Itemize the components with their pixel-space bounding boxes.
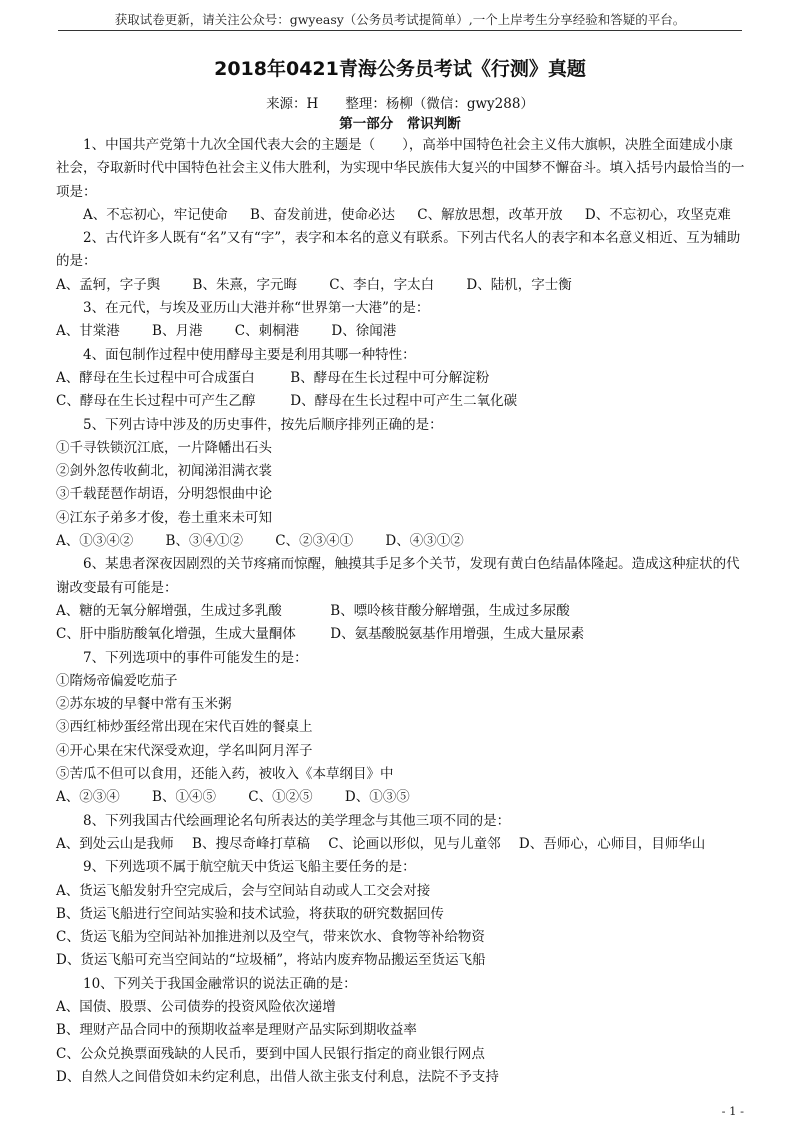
options-row bbox=[56, 786, 746, 809]
question-stem: 2、古代许多人既有“名”又有“字”，表字和本名的意义有联系。下列古代名人的表字和本名意义相近、互为辅助的是： bbox=[56, 230, 741, 270]
option-c: C、酵母在生长过程中可产生乙醇 bbox=[56, 393, 256, 410]
option-b: B、理财产品合同中的预期收益率是理财产品实际到期收益率 bbox=[56, 1022, 417, 1039]
option-b: B、奋发前进，使命必达 bbox=[250, 206, 395, 223]
option-a: A、孟轲，字子舆 bbox=[56, 276, 161, 293]
question-stem: 4、面包制作过程中使用酵母主要是利用其哪一种特性： bbox=[83, 346, 416, 363]
question-7 bbox=[56, 647, 746, 810]
option-a: A、国债、股票、公司债券的投资风险依次递增 bbox=[56, 998, 336, 1015]
option-d: D、不忘初心，攻坚克难 bbox=[584, 206, 731, 223]
option-a: A、甘棠港 bbox=[56, 323, 120, 340]
option-a: A、不忘初心，牢记使命 bbox=[83, 206, 228, 223]
section-title: 第一部分 常识判断 bbox=[339, 116, 461, 132]
option-c: C、刺桐港 bbox=[234, 323, 300, 340]
option-d: D、①③⑤ bbox=[344, 789, 410, 806]
question-4 bbox=[56, 344, 746, 414]
question-9 bbox=[56, 856, 746, 972]
poem-line: ④江东子弟多才俊，卷土重来未可知 bbox=[56, 509, 272, 526]
question-3 bbox=[56, 297, 746, 344]
options-row bbox=[56, 390, 746, 413]
option-d: D、徐闻港 bbox=[331, 323, 397, 340]
options-row bbox=[56, 833, 746, 856]
option-c: C、李白，字太白 bbox=[329, 276, 435, 293]
option-b: B、货运飞船进行空间站实验和技术试验，将获取的研究数据回传 bbox=[56, 905, 444, 922]
statement-line: ⑤苦瓜不但可以食用，还能入药，被收入《本草纲目》中 bbox=[56, 766, 394, 783]
question-stem: 9、下列选项不属于航空航天中货运飞船主要任务的是： bbox=[83, 859, 416, 876]
option-d: D、氨基酸脱氨基作用增强，生成大量尿素 bbox=[330, 626, 585, 643]
poem-line: ①千寻铁锁沉江底，一片降幡出石头 bbox=[56, 439, 272, 456]
question-stem: 1、中国共产党第十九次全国代表大会的主题是（ ），高举中国特色社会主义伟大旗帜，决胜全面建成小康社会，夺取新时代中国特色社会主义伟大胜利，为实现中华民族伟大复兴的中国梦不懈奋斗。填入括号内最恰当的一项是： bbox=[56, 137, 745, 200]
statement-line: ③西红柿炒蛋经常出现在宋代百姓的餐桌上 bbox=[56, 719, 313, 736]
options-row bbox=[56, 204, 746, 227]
question-6 bbox=[56, 553, 746, 646]
options-row bbox=[56, 320, 746, 343]
option-c: C、论画以形似，见与儿童邻 bbox=[328, 835, 501, 852]
option-a: A、货运飞船发射升空完成后，会与空间站自动或人工交会对接 bbox=[56, 882, 431, 899]
option-b: B、嘌呤核苷酸分解增强，生成过多尿酸 bbox=[330, 602, 570, 619]
option-c: C、解放思想，改革开放 bbox=[417, 206, 563, 223]
option-d: D、货运飞船可充当空间站的“垃圾桶”，将站内废弃物品搬运至货运飞船 bbox=[56, 952, 486, 969]
question-stem: 8、下列我国古代绘画理论名句所表达的美学理念与其他三项不同的是： bbox=[83, 812, 511, 829]
question-1 bbox=[56, 134, 746, 227]
statement-line: ①隋炀帝偏爱吃茄子 bbox=[56, 672, 178, 689]
poem-line: ②剑外忽传收蓟北，初闻涕泪满衣裳 bbox=[56, 463, 272, 480]
question-stem: 10、下列关于我国金融常识的说法正确的是： bbox=[83, 975, 357, 992]
option-b: B、朱熹，字元晦 bbox=[192, 276, 297, 293]
question-2 bbox=[56, 227, 746, 297]
option-a: A、①③④② bbox=[56, 533, 134, 550]
question-stem: 5、下列古诗中涉及的历史事件，按先后顺序排列正确的是： bbox=[83, 416, 443, 433]
option-d: D、酵母在生长过程中可产生二氧化碳 bbox=[290, 393, 518, 410]
options-row bbox=[56, 274, 746, 297]
source-line: 来源：H 整理：杨柳（微信：gwy288） bbox=[266, 96, 534, 112]
option-c: C、公众兑换票面残缺的人民币，要到中国人民银行指定的商业银行网点 bbox=[56, 1045, 485, 1062]
statement-line: ④开心果在宋代深受欢迎，学名叫阿月浑子 bbox=[56, 742, 313, 759]
option-b: B、搜尽奇峰打草稿 bbox=[192, 835, 310, 852]
questions-body bbox=[56, 134, 746, 1089]
option-a: A、糖的无氧分解增强，生成过多乳酸 bbox=[56, 602, 282, 619]
option-d: D、自然人之间借贷如未约定利息，出借人欲主张支付利息，法院不予支持 bbox=[56, 1068, 499, 1085]
options-row bbox=[56, 600, 746, 623]
question-10 bbox=[56, 973, 746, 1089]
option-d: D、吾师心，心师目，目师华山 bbox=[518, 835, 706, 852]
question-stem: 7、下列选项中的事件可能发生的是： bbox=[83, 649, 308, 666]
document-title: 2018年0421青海公务员考试《行测》真题 bbox=[214, 58, 586, 80]
header-divider bbox=[58, 30, 742, 31]
option-a: A、到处云山是我师 bbox=[56, 835, 174, 852]
question-stem: 3、在元代，与埃及亚历山大港并称“世界第一大港”的是： bbox=[83, 300, 430, 317]
option-c: C、肝中脂肪酸氧化增强，生成大量酮体 bbox=[56, 626, 296, 643]
option-b: B、③④①② bbox=[165, 533, 243, 550]
option-b: B、月港 bbox=[152, 323, 203, 340]
page-number: - 1 - bbox=[721, 1104, 744, 1118]
question-stem: 6、某患者深夜因剧烈的关节疼痛而惊醒，触摸其手足多个关节，发现有黄白色结晶体隆起。造成这种症状的代谢改变最有可能是： bbox=[56, 556, 740, 596]
option-b: B、①④⑤ bbox=[152, 789, 216, 806]
options-row bbox=[56, 623, 746, 646]
options-row bbox=[56, 530, 746, 553]
option-a: A、②③④ bbox=[56, 789, 120, 806]
option-c: C、货运飞船为空间站补加推进剂以及空气，带来饮水、食物等补给物资 bbox=[56, 929, 485, 946]
options-row bbox=[56, 367, 746, 390]
option-a: A、酵母在生长过程中可合成蛋白 bbox=[56, 369, 255, 386]
option-b: B、酵母在生长过程中可分解淀粉 bbox=[290, 369, 490, 386]
statement-line: ②苏东坡的早餐中常有玉米粥 bbox=[56, 696, 232, 713]
page-header-notice: 获取试卷更新，请关注公众号：gwyeasy（公务员考试提简单）,一个上岸考生分享经验和答疑的平台。 bbox=[114, 12, 686, 27]
poem-line: ③千载琵琶作胡语，分明怨恨曲中论 bbox=[56, 486, 272, 503]
question-5 bbox=[56, 414, 746, 554]
question-8 bbox=[56, 810, 746, 857]
option-c: C、①②⑤ bbox=[248, 789, 313, 806]
option-c: C、②③④① bbox=[275, 533, 354, 550]
option-d: D、陆机，字士衡 bbox=[466, 276, 572, 293]
option-d: D、④③①② bbox=[385, 533, 464, 550]
